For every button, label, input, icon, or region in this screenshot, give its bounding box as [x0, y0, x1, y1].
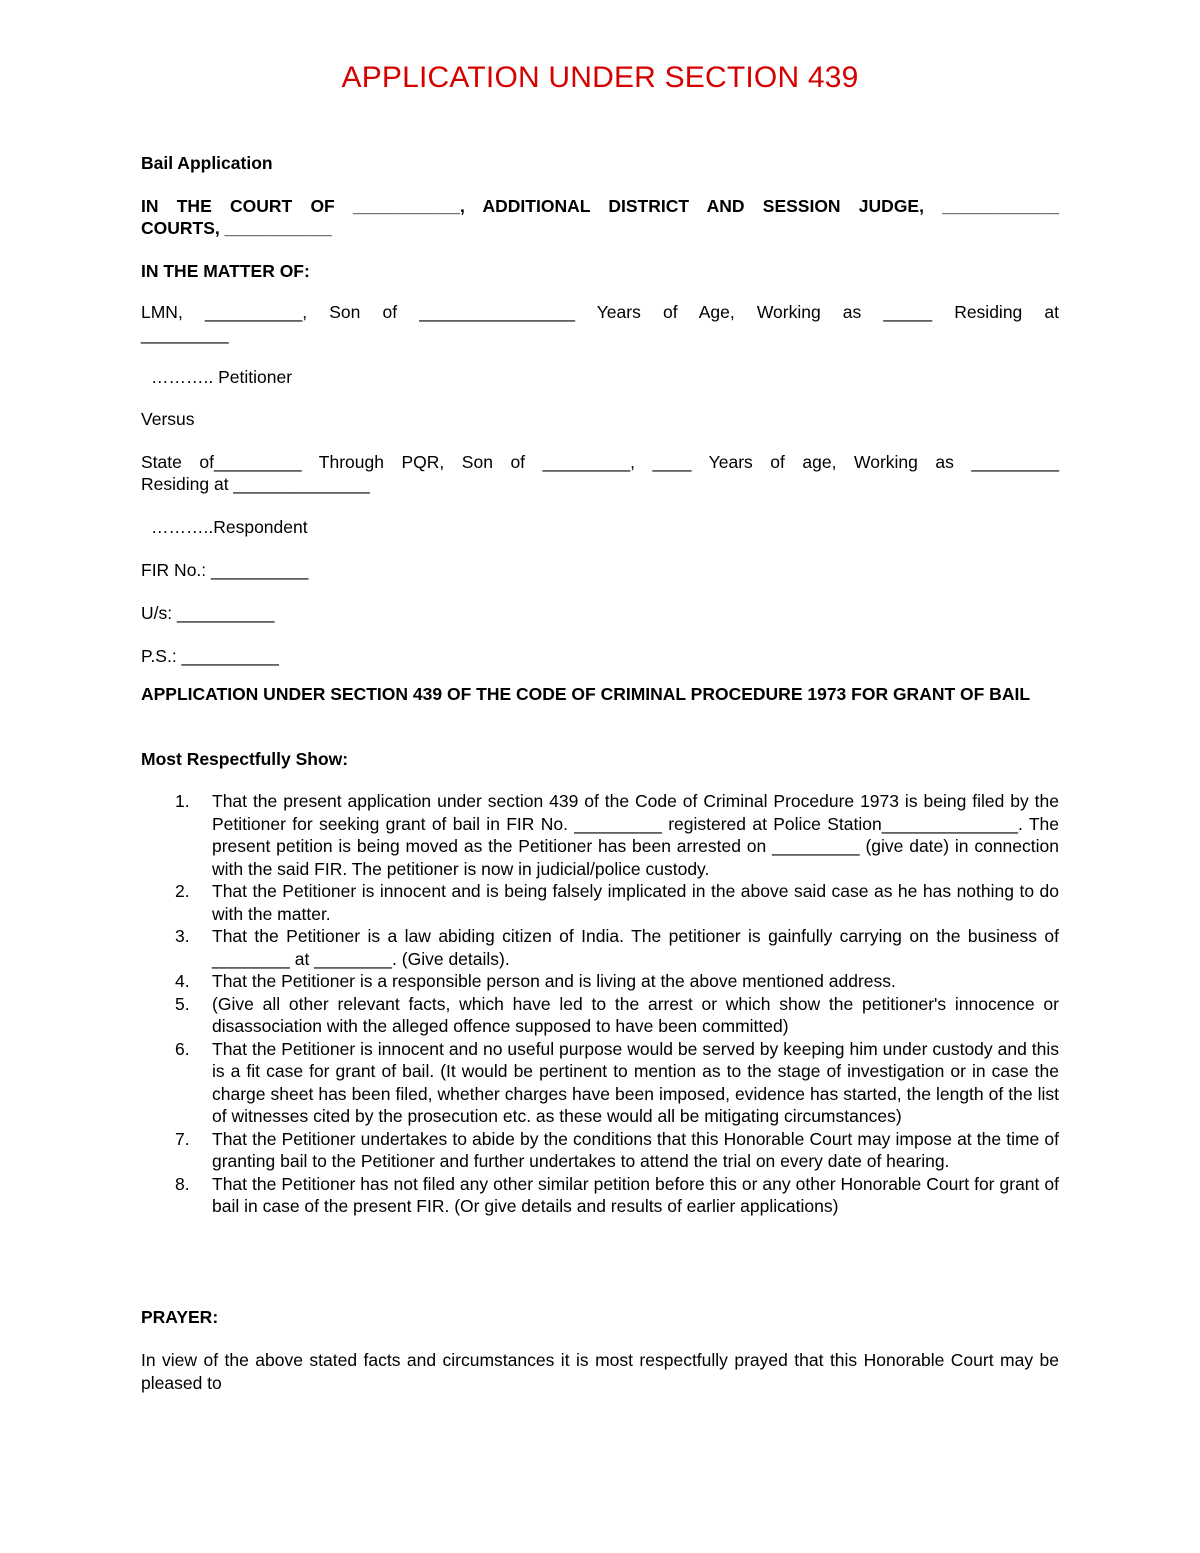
petitioner-line-2: _________ — [141, 324, 229, 344]
application-heading: APPLICATION UNDER SECTION 439 OF THE CODE OF CRIMINAL PROCEDURE 1973 FOR GRANT OF BAIL — [141, 684, 1031, 704]
prayer-heading: PRAYER: — [141, 1307, 219, 1327]
respondent-line-1: State of_________ Through PQR, Son of _________, ____ Years of age, Working as _________ — [141, 452, 1059, 472]
prayer-text: In view of the above stated facts and circumstances it is most respectfully prayed that this Honorable Court may be pleased to — [141, 1350, 1059, 1393]
matter-heading: IN THE MATTER OF: — [141, 261, 310, 281]
petitioner-line-1: LMN, __________, Son of ________________ Years of Age, Working as _____ Residing at — [141, 302, 1059, 322]
fir-number: FIR No.: __________ — [141, 560, 309, 580]
list-item: 8. That the Petitioner has not filed any other similar petition before this or any other Honorable Court for grant of bail in case of the present FIR. (Or give details and results of earlier applications) — [175, 1173, 1059, 1216]
list-item: 6. That the Petitioner is innocent and no useful purpose would be served by keeping him under custody and this is a fit case for grant of bail. (It would be pertinent to mention as to the stage of investigation or in case the charge sheet has been filed, whether charges have been imposed, evidence has started, the length of the list of witnesses cited by the prosecution etc. as these would all be mitigating circumstances) — [175, 1038, 1059, 1126]
list-item: 3. That the Petitioner is a law abiding citizen of India. The petitioner is gainfully carrying on the business of ________ at ________. (Give details). — [175, 926, 1059, 969]
under-section: U/s: __________ — [141, 603, 275, 623]
subtitle: Bail Application — [141, 153, 273, 173]
court-line-1: IN THE COURT OF ___________, ADDITIONAL DISTRICT AND SESSION JUDGE, ____________ — [141, 196, 1059, 216]
list-item: 7. That the Petitioner undertakes to abide by the conditions that this Honorable Court may impose at the time of granting bail to the Petitioner and further undertakes to attend the trial on every date of hearing. — [175, 1128, 1059, 1171]
list-item: 5. (Give all other relevant facts, which have led to the arrest or which show the petitioner's innocence or disassociation with the alleged offence supposed to have been committed) — [175, 993, 1059, 1036]
most-respectfully-heading: Most Respectfully Show: — [141, 749, 349, 769]
police-station: P.S.: __________ — [141, 646, 279, 666]
respondent-line-2: Residing at ______________ — [141, 474, 370, 494]
versus-label: Versus — [141, 409, 195, 429]
grounds-list — [141, 790, 1059, 1218]
list-item: 2. That the Petitioner is innocent and is being falsely implicated in the above said case as he has nothing to do with the matter. — [175, 881, 1059, 924]
respondent-label: ………..Respondent — [151, 517, 308, 537]
document-title: APPLICATION UNDER SECTION 439 — [341, 61, 859, 94]
list-item: 1. That the present application under section 439 of the Code of Criminal Procedure 1973 is being filed by the Petitioner for seeking grant of bail in FIR No. _________ registered at Police Station______________. The present petition is being moved as the Petitioner has been arrested on _________ (give date) in connection with the said FIR. The petitioner is now in judicial/police custody. — [175, 791, 1059, 879]
court-line-2: COURTS, ___________ — [141, 218, 332, 238]
list-item: 4. That the Petitioner is a responsible person and is living at the above mentioned address. — [175, 971, 896, 991]
petitioner-label: ……….. Petitioner — [151, 367, 293, 387]
